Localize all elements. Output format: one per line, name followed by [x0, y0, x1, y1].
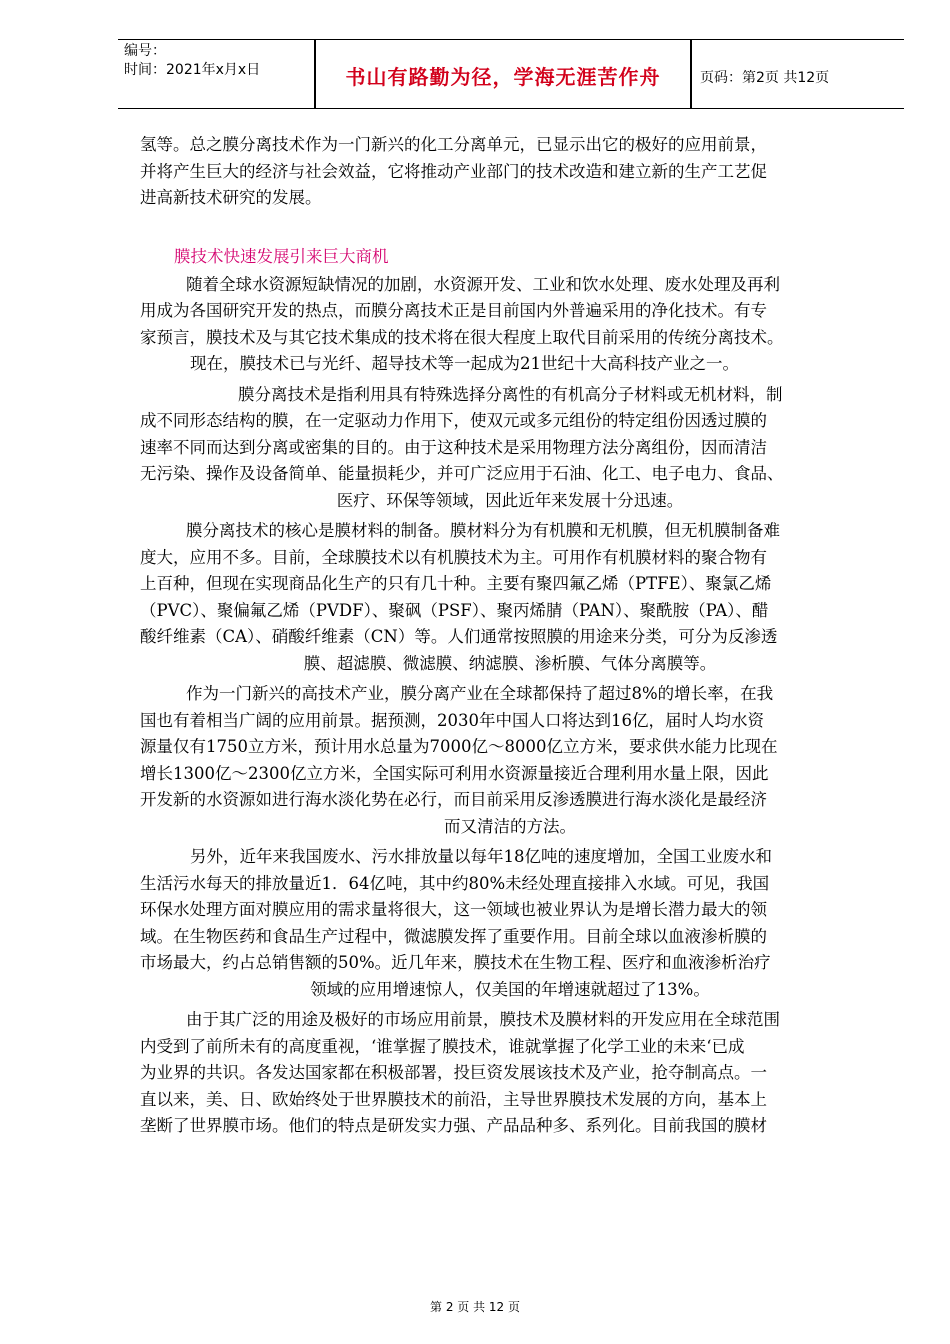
text-line: 国也有着相当广阔的应用前景。据预测，2030年中国人口将达到16亿，届时人均水资 [140, 710, 764, 730]
text-line: （PVC）、聚偏氟乙烯（PVDF）、聚砜（PSF）、聚丙烯腈（PAN）、聚酰胺（PA）、醋 [140, 600, 769, 620]
text-line: 直以来，美、日、欧始终处于世界膜技术的前沿，主导世界膜技术发展的方向，基本上 [140, 1089, 767, 1109]
article-body [140, 132, 880, 1140]
text-line: 氢等。总之膜分离技术作为一门新兴的化工分离单元，已显示出它的极好的应用前景， [140, 135, 767, 154]
text-line: 膜分离技术是指利用具有特殊选择分离性的有机高分子材料或无机材料，制 [238, 384, 783, 404]
text-line: 内受到了前所未有的高度重视，‘谁掌握了膜技术，谁就掌握了化学工业的未来‘已成 [140, 1036, 745, 1056]
paragraph-1 [140, 272, 880, 378]
text-line: 领域的应用增速惊人，仅美国的年增速就超过了13%。 [310, 979, 710, 999]
text-line: 医疗、环保等领域，因此近年来发展十分迅速。 [336, 490, 684, 510]
text-line: 家预言，膜技术及与其它技术集成的技术将在很大程度上取代目前采用的传统分离技术。 [140, 327, 784, 347]
header-divider [314, 40, 316, 108]
text-line: 用成为各国研究开发的热点，而膜分离技术正是目前国内外普遍采用的净化技术。有专 [140, 301, 767, 320]
text-line: 进高新技术研究的发展。 [140, 188, 322, 207]
intro-paragraph [140, 132, 880, 212]
header-motto: 书山有路勤为径，学海无涯苦作舟 [345, 65, 661, 89]
text-line: 随着全球水资源短缺情况的加剧，水资源开发、工业和饮水处理、废水处理及再利 [186, 274, 780, 294]
text-line: 增长1300亿～2300亿立方米，全国实际可利用水资源量接近合理利用水量上限，因此 [140, 763, 769, 783]
text-line: 而又清洁的方法。 [444, 816, 576, 836]
text-line: 现在，膜技术已与光纤、超导技术等一起成为21世纪十大高科技产业之一。 [190, 354, 739, 373]
text-line: 成不同形态结构的膜，在一定驱动力作用下，使双元或多元组份的特定组份因透过膜的 [140, 411, 767, 430]
text-line: 无污染、操作及设备简单、能量损耗少，并可广泛应用于石油、化工、电子电力、食品、 [140, 464, 784, 483]
paragraph-2 [140, 382, 880, 515]
header-divider [690, 40, 692, 108]
text-line: 由于其广泛的用途及极好的市场应用前景，膜技术及膜材料的开发应用在全球范围 [186, 1010, 780, 1029]
text-line: 为业界的共识。各发达国家都在积极部署，投巨资发展该技术及产业，抢夺制高点。一 [140, 1063, 767, 1082]
text-line: 度大，应用不多。目前，全球膜技术以有机膜技术为主。可用作有机膜材料的聚合物有 [140, 547, 767, 567]
text-line: 速率不同而达到分离或密集的目的。由于这种技术是采用物理方法分离组份，因而清洁 [140, 437, 767, 457]
header-meta [124, 42, 260, 80]
text-line: 生活污水每天的排放量近1．64亿吨，其中约80%未经处理直接排入水域。可见，我国 [140, 873, 770, 893]
text-line: 作为一门新兴的高技术产业，膜分离产业在全球都保持了超过8%的增长率，在我 [186, 684, 774, 703]
paragraph-3 [140, 518, 880, 677]
page-footer: 第 2 页 共 12 页 [430, 1300, 520, 1314]
header-page-info: 页码：第2页 共12页 [700, 70, 830, 86]
text-line: 域。在生物医药和食品生产过程中，微滤膜发挥了重要作用。目前全球以血液渗析膜的 [140, 926, 767, 946]
time-label: 时间：2021年x月x日 [124, 62, 261, 78]
text-line: 另外，近年来我国废水、污水排放量以每年18亿吨的速度增加，全国工业废水和 [190, 847, 772, 866]
text-line: 并将产生巨大的经济与社会效益，它将推动产业部门的技术改造和建立新的生产工艺促 [140, 161, 767, 181]
paragraph-4 [140, 681, 880, 840]
text-line: 上百种，但现在实现商品化生产的只有几十种。主要有聚四氟乙烯（PTFE）、聚氯乙烯 [140, 574, 772, 593]
text-line: 酸纤维素（CA）、硝酸纤维素（CN）等。人们通常按照膜的用途来分类，可分为反渗透 [140, 627, 778, 646]
number-label: 编号： [124, 43, 166, 59]
document-header [118, 39, 904, 109]
text-line: 膜分离技术的核心是膜材料的制备。膜材料分为有机膜和无机膜，但无机膜制备难 [186, 521, 780, 540]
paragraph-6 [140, 1007, 880, 1140]
text-line: 源量仅有1750立方米，预计用水总量为7000亿～8000亿立方米，要求供水能力比现在 [140, 737, 778, 756]
text-line: 环保水处理方面对膜应用的需求量将很大，这一领域也被业界认为是增长潜力最大的领 [140, 900, 767, 919]
section-heading: 膜技术快速发展引来巨大商机 [174, 246, 389, 266]
text-line: 膜、超滤膜、微滤膜、纳滤膜、渗析膜、气体分离膜等。 [303, 653, 717, 673]
paragraph-5 [140, 844, 880, 1003]
text-line: 市场最大，约占总销售额的50%。近几年来，膜技术在生物工程、医疗和血液渗析治疗 [140, 953, 771, 972]
text-line: 开发新的水资源如进行海水淡化势在必行，而目前采用反渗透膜进行海水淡化是最经济 [140, 790, 767, 809]
text-line: 垄断了世界膜市场。他们的特点是研发实力强、产品品种多、系列化。目前我国的膜材 [140, 1116, 767, 1135]
